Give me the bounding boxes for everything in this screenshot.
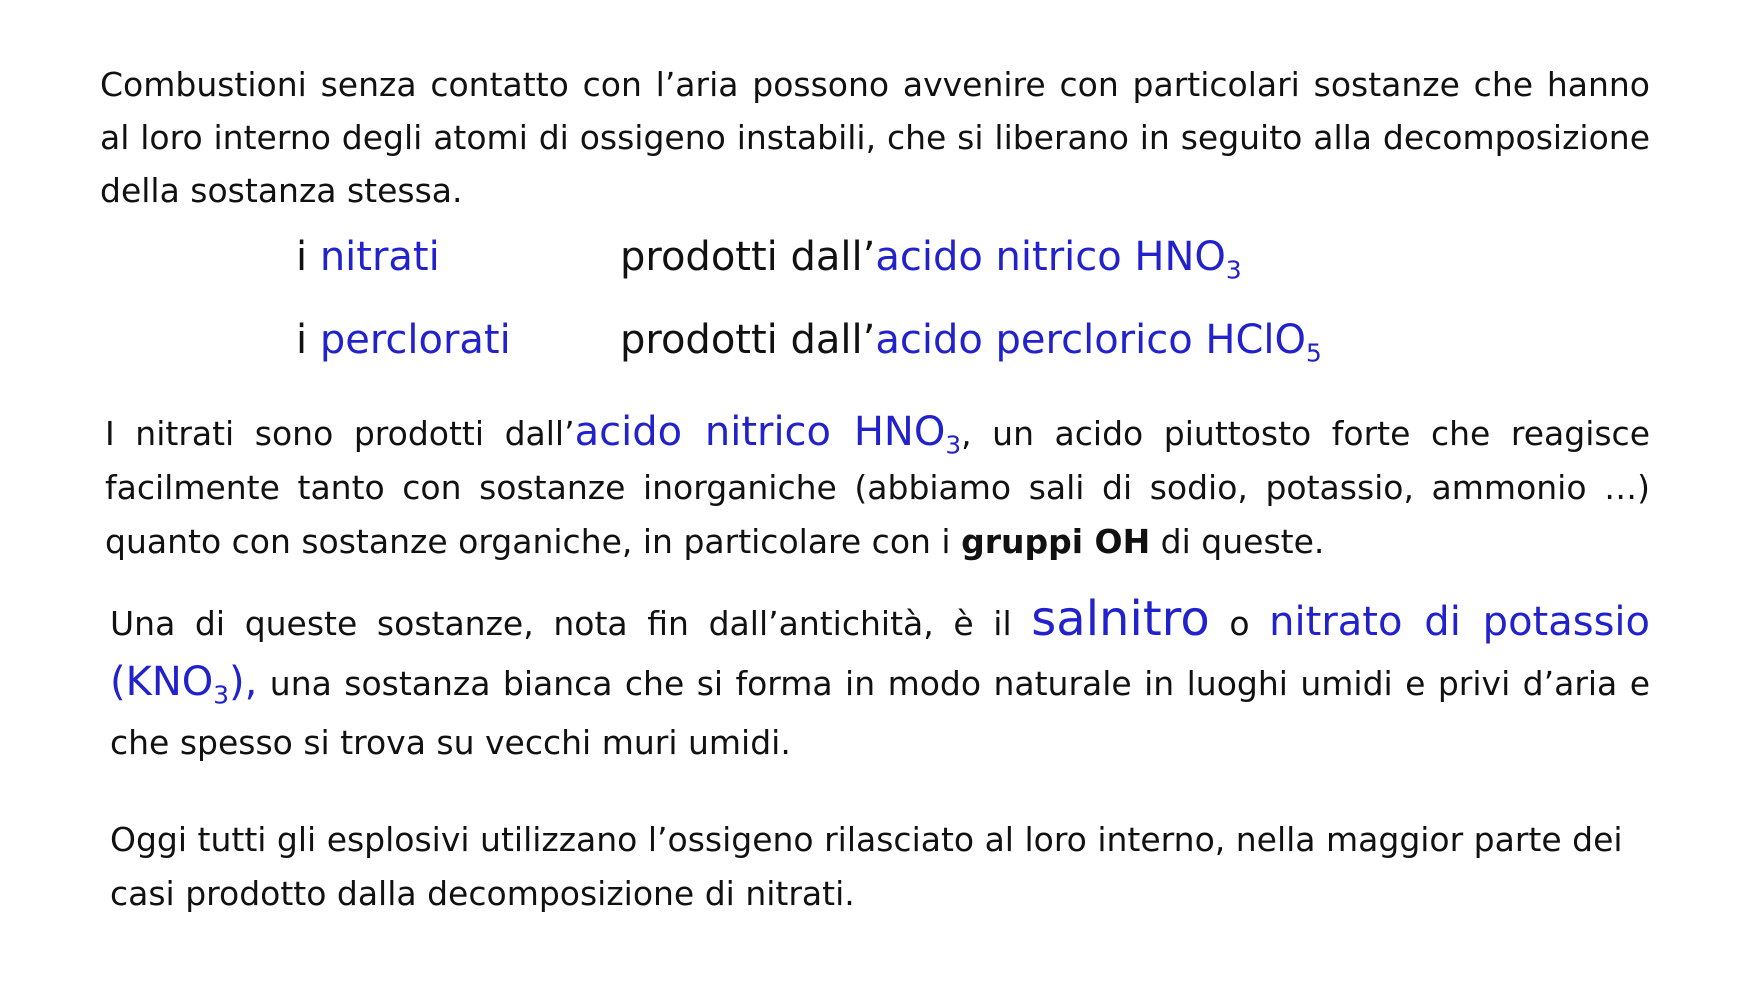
oxidizer-row-nitrati [296,227,1496,287]
oxidizer-term-name: nitrati [319,234,440,280]
conclusion-paragraph: Oggi tutti gli esplosivi utilizzano l’ossigeno rilasciato al loro interno, nella maggior parte dei casi prodotto dalla decomposizione di nitrati. [110,820,1623,913]
oxidizer-source-prefix: prodotti dall’ [620,234,876,280]
oxidizer-source-acid: acido nitrico $HNO_3$ [875,234,1242,285]
oxidizer-source-prefix: prodotti dall’ [620,317,876,363]
nitric-acid-highlight: acido nitrico $HNO_3$ [574,409,962,460]
formula-subscript: 3 [213,680,230,710]
potassium-nitrate-formula: $(KNO_3)$, [110,659,258,710]
saltpeter-name: salnitro [1031,591,1210,647]
oxidizer-term-name: perclorati [319,317,511,363]
intro-paragraph: Combustioni senza contatto con l’aria possono avvenire con particolari sostanze che hanno al loro interno degli atomi di ossigeno instabili, che si liberano in seguito alla decomposizione della sostanza stessa. [100,65,1650,210]
oxidizer-source-acid: acido perclorico HClO$_5$ [875,317,1322,368]
nitrates-paragraph: I nitrati sono prodotti dall’acido nitrico $HNO_3$, un acido piuttosto forte che reagisce facilmente tanto con sostanze inorganiche (abbiamo sali di sodio, potassio, ammonio …) quanto con sostanze organiche, in particolare con i gruppi OH di queste. [105,409,1651,561]
oxidizer-row-perclorati [296,310,1496,370]
formula-subscript: 5 [1306,338,1322,368]
formula-subscript: 3 [1225,255,1242,285]
formula-subscript: 3 [945,430,962,460]
oh-groups-bold: gruppi OH [961,522,1151,561]
oxidizer-term: i perclorati [296,317,511,363]
oxidizer-term: i nitrati [296,234,440,280]
potassium-nitrate-name: nitrato di potassio [1269,599,1650,645]
saltpeter-paragraph: Una di queste sostanze, nota fin dall’antichità, è il salnitro o nitrato di potassio $(KNO_3)$, una sostanza bianca che si forma in modo naturale in luoghi umidi e privi d’aria e che spesso si trova su vecchi muri umidi. [110,591,1650,762]
